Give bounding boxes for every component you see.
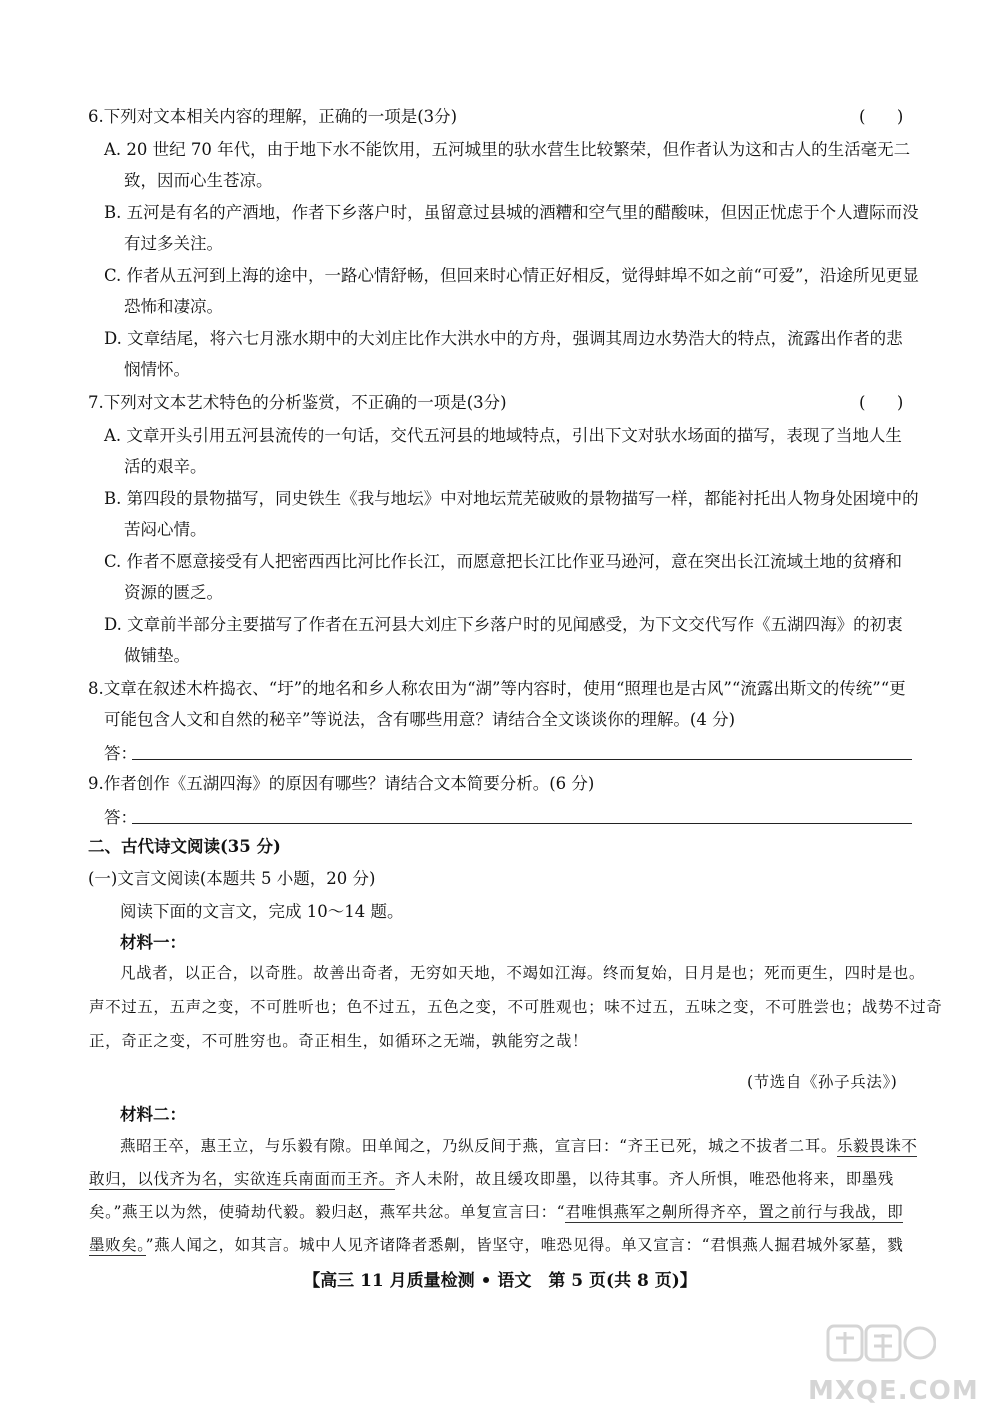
q9-answer-field[interactable] <box>104 804 912 828</box>
material1-line1: 凡战者，以正合，以奇胜。故善出奇者，无穷如天地，不竭如江海。终而复始，日月是也；死而更生，四时是也。 <box>120 964 926 982</box>
q6-option-d-cont: 悯情怀。 <box>124 360 190 379</box>
q6-option-a-cont: 致，因而心生苍凉。 <box>124 171 273 190</box>
watermark <box>808 1318 979 1408</box>
material2-line3 <box>89 1201 903 1223</box>
material2-line2-underlined: 敢归，以伐齐为名，实欲连兵南面而王齐。 <box>89 1170 395 1188</box>
q7-option-b-cont: 苦闷心情。 <box>124 520 207 539</box>
q9-stem: 9.作者创作《五湖四海》的原因有哪些？请结合文本简要分析。(6 分) <box>88 774 595 793</box>
material2-line4 <box>89 1234 903 1256</box>
q7-option-b: B. 第四段的景物描写，同史铁生《我与地坛》中对地坛荒芜破败的景物描写一样，都能衬托出人物身处困境中的 <box>104 489 919 508</box>
q7-option-a-cont: 活的艰辛。 <box>124 457 207 476</box>
q6-option-b-cont: 有过多关注。 <box>124 234 223 253</box>
q8-answer-line <box>132 759 912 760</box>
q6-option-b: B. 五河是有名的产酒地，作者下乡落户时，虽留意过县城的酒糟和空气里的醋酸味，但因正忧虑于个人遭际而没 <box>104 203 919 222</box>
q9-answer-label: 答： <box>104 808 137 827</box>
material2-line3-text: 矣。”燕王以为然，使骑劫代毅。毅归赵，燕军共忿。单复宣言曰：“ <box>89 1203 566 1221</box>
q7-option-d: D. 文章前半部分主要描写了作者在五河县大刘庄下乡落户时的见闻感受，为下文交代写作《五湖四海》的初衷 <box>104 615 903 634</box>
material2-line4-underlined: 墨败矣。 <box>89 1236 146 1254</box>
q6-answer-paren: ( ) <box>859 107 904 126</box>
q6-stem: 6.下列对文本相关内容的理解，正确的一项是(3分) <box>88 107 458 126</box>
q6-option-a: A. 20 世纪 70 年代，由于地下水不能饮用，五河城里的驮水营生比较繁荣，但作者认为这和古人的生活毫无二 <box>104 140 911 159</box>
material1-line3: 正，奇正之变，不可胜穷也。奇正相生，如循环之无端，孰能穷之哉！ <box>89 1032 589 1050</box>
q7-stem: 7.下列对文本艺术特色的分析鉴赏，不正确的一项是(3分) <box>88 393 507 412</box>
q8-answer-field[interactable] <box>104 740 912 764</box>
material2-line4-text: ”燕人闻之，如其言。城中人见齐诸降者悉劓，皆坚守，唯恐见得。单又宣言：“君惧燕人掘君城外冢墓，戮 <box>145 1236 904 1254</box>
material1-label: 材料一： <box>120 933 186 952</box>
q8-stem-line2: 可能包含人文和自然的秘辛”等说法，含有哪些用意？请结合全文谈谈你的理解。(4 分) <box>104 710 736 729</box>
watermark-logo-icon <box>826 1320 936 1368</box>
section2-subheading: (一)文言文阅读(本题共 5 小题，20 分) <box>88 869 376 888</box>
watermark-text: MXQE.COM <box>808 1376 979 1406</box>
material2-line3-underlined: 君唯惧燕军之劓所得齐卒，置之前行与我战，即 <box>565 1203 904 1221</box>
material2-line2 <box>89 1168 894 1190</box>
q6-option-c: C. 作者从五河到上海的途中，一路心情舒畅，但回来时心情正好相反，觉得蚌埠不如之前“可爱”，沿途所见更显 <box>104 266 919 285</box>
material2-line1-text: 燕昭王卒，惠王立，与乐毅有隙。田单闻之，乃纵反间于燕，宣言曰：“齐王已死，城之不拔者二耳。 <box>120 1137 837 1155</box>
q8-answer-label: 答： <box>104 744 137 763</box>
q6-option-c-cont: 恐怖和凄凉。 <box>124 297 223 316</box>
q8-stem-line1: 8.文章在叙述木杵捣衣、“圩”的地名和乡人称农田为“湖”等内容时，使用“照理也是古风”“流露出斯文的传统”“更 <box>88 679 906 698</box>
material2-line1-underlined: 乐毅畏诛不 <box>836 1137 918 1155</box>
q7-option-c-cont: 资源的匮乏。 <box>124 583 223 602</box>
material2-label: 材料二： <box>120 1105 186 1124</box>
q7-option-a: A. 文章开头引用五河县流传的一句话，交代五河县的地域特点，引出下文对驮水场面的描写，表现了当地人生 <box>104 426 902 445</box>
material1-line2: 声不过五，五声之变，不可胜听也；色不过五，五色之变，不可胜观也；味不过五，五味之变，不可胜尝也；战势不过奇 <box>89 998 943 1016</box>
section2-instruction: 阅读下面的文言文，完成 10～14 题。 <box>120 902 404 921</box>
q7-answer-paren: ( ) <box>859 393 904 412</box>
material2-line2-text: 齐人未附，故且缓攻即墨，以待其事。齐人所惧，唯恐他将来，即墨残 <box>394 1170 895 1188</box>
q9-answer-line <box>132 823 912 824</box>
q7-option-d-cont: 做铺垫。 <box>124 646 190 665</box>
q7-option-c: C. 作者不愿意接受有人把密西西比河比作长江，而愿意把长江比作亚马逊河，意在突出长江流域土地的贫瘠和 <box>104 552 903 571</box>
page-footer: 【高三 11 月质量检测 • 语文 第 5 页(共 8 页)】 <box>303 1271 697 1291</box>
material1-source: (节选自《孙子兵法》) <box>747 1073 898 1091</box>
q6-option-d: D. 文章结尾，将六七月涨水期中的大刘庄比作大洪水中的方舟，强调其周边水势浩大的特点，流露出作者的悲 <box>104 329 903 348</box>
material2-line1 <box>120 1135 917 1157</box>
section2-heading: 二、古代诗文阅读(35 分) <box>88 837 281 856</box>
